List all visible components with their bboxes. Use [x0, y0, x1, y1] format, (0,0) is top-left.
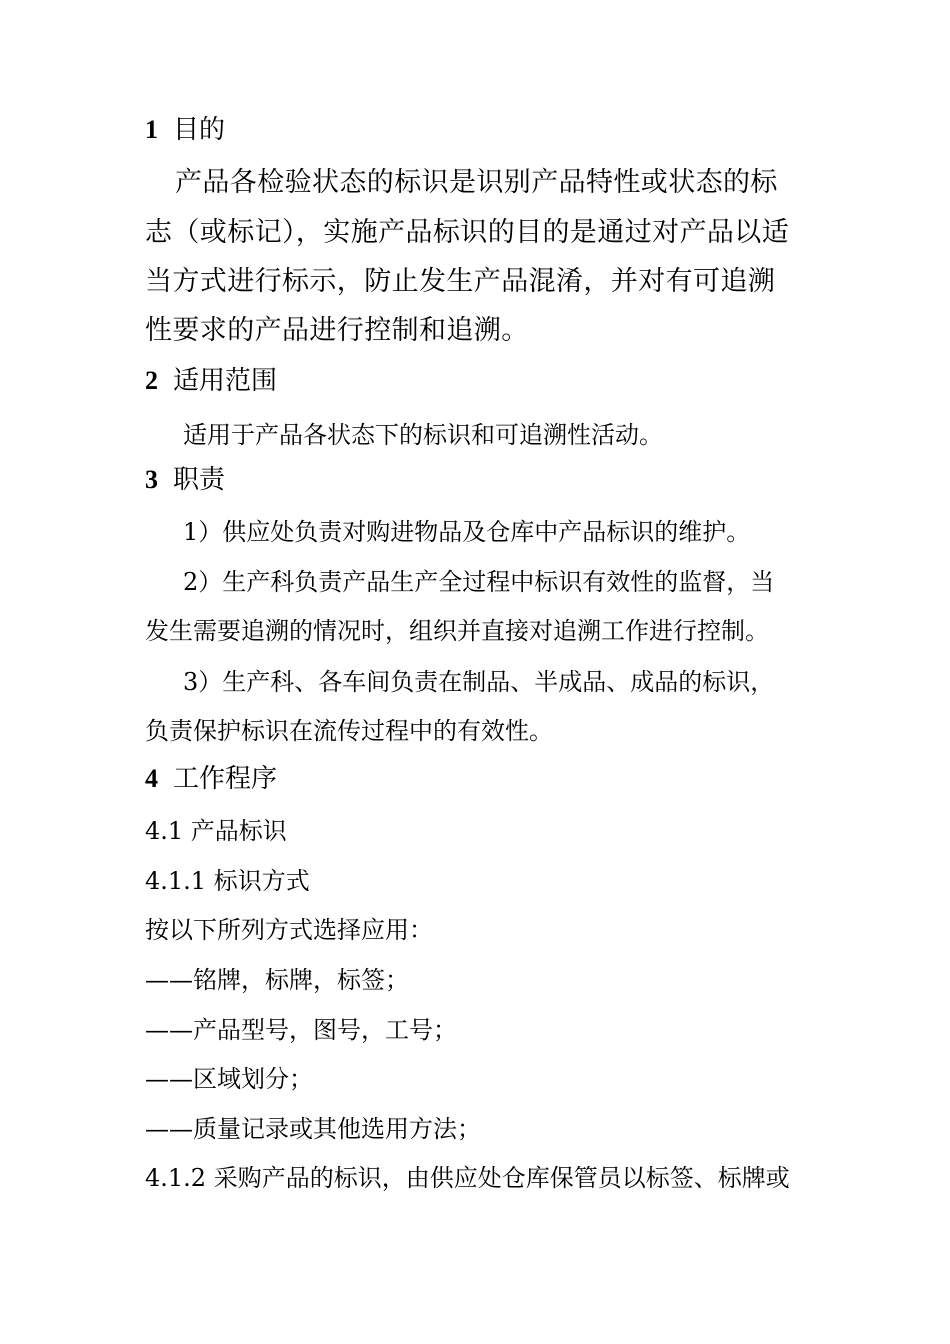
- section-3-heading: [145, 467, 225, 493]
- section-1-paragraph-line-2: 志（或标记），实施产品标识的目的是通过对产品以适: [145, 217, 790, 248]
- section-4-title: 工作程序: [173, 764, 278, 794]
- section-1-paragraph-line-3: 当方式进行标示，防止发生产品混淆，并对有可追溯: [145, 266, 776, 297]
- subsection-4-1-2-paragraph: 4.1.2 采购产品的标识，由供应处仓库保管员以标签、标牌或: [145, 1164, 790, 1192]
- section-1-heading: [145, 117, 225, 143]
- section-1-number: 1: [145, 115, 158, 144]
- section-1-title: 目的: [173, 115, 226, 145]
- section-3-item-3-line-1: 3）生产科、各车间负责在制品、半成品、成品的标识，: [183, 668, 775, 696]
- list-item-1: ——铭牌，标牌，标签；: [145, 966, 409, 994]
- section-4-number: 4: [145, 764, 158, 793]
- list-item-4: ——质量记录或其他选用方法；: [145, 1115, 481, 1143]
- section-4-heading: [145, 766, 277, 792]
- section-2-heading: [145, 368, 277, 394]
- subsection-4-1-1-heading: 4.1.1 标识方式: [145, 867, 310, 895]
- subsection-4-1-1-intro: 按以下所列方式选择应用：: [145, 916, 433, 944]
- section-1-paragraph-line-4: 性要求的产品进行控制和追溯。: [145, 315, 529, 346]
- section-2-title: 适用范围: [173, 366, 278, 396]
- section-2-number: 2: [145, 366, 158, 395]
- section-3-item-3-line-2: 负责保护标识在流传过程中的有效性。: [145, 717, 553, 745]
- section-1-paragraph-line-1: 产品各检验状态的标识是识别产品特性或状态的标: [175, 167, 778, 198]
- section-3-number: 3: [145, 465, 158, 494]
- section-3-item-2-line-1: 2）生产科负责产品生产全过程中标识有效性的监督，当: [183, 568, 775, 596]
- subsection-4-1-heading: 4.1 产品标识: [145, 817, 287, 845]
- section-3-item-2-line-2: 发生需要追溯的情况时，组织并直接对追溯工作进行控制。: [145, 617, 769, 645]
- list-item-2: ——产品型号，图号，工号；: [145, 1016, 457, 1044]
- list-item-3: ——区域划分；: [145, 1065, 313, 1093]
- section-3-item-1: 1）供应处负责对购进物品及仓库中产品标识的维护。: [183, 518, 751, 546]
- section-2-paragraph: 适用于产品各状态下的标识和可追溯性活动。: [183, 421, 663, 449]
- section-3-title: 职责: [173, 465, 226, 495]
